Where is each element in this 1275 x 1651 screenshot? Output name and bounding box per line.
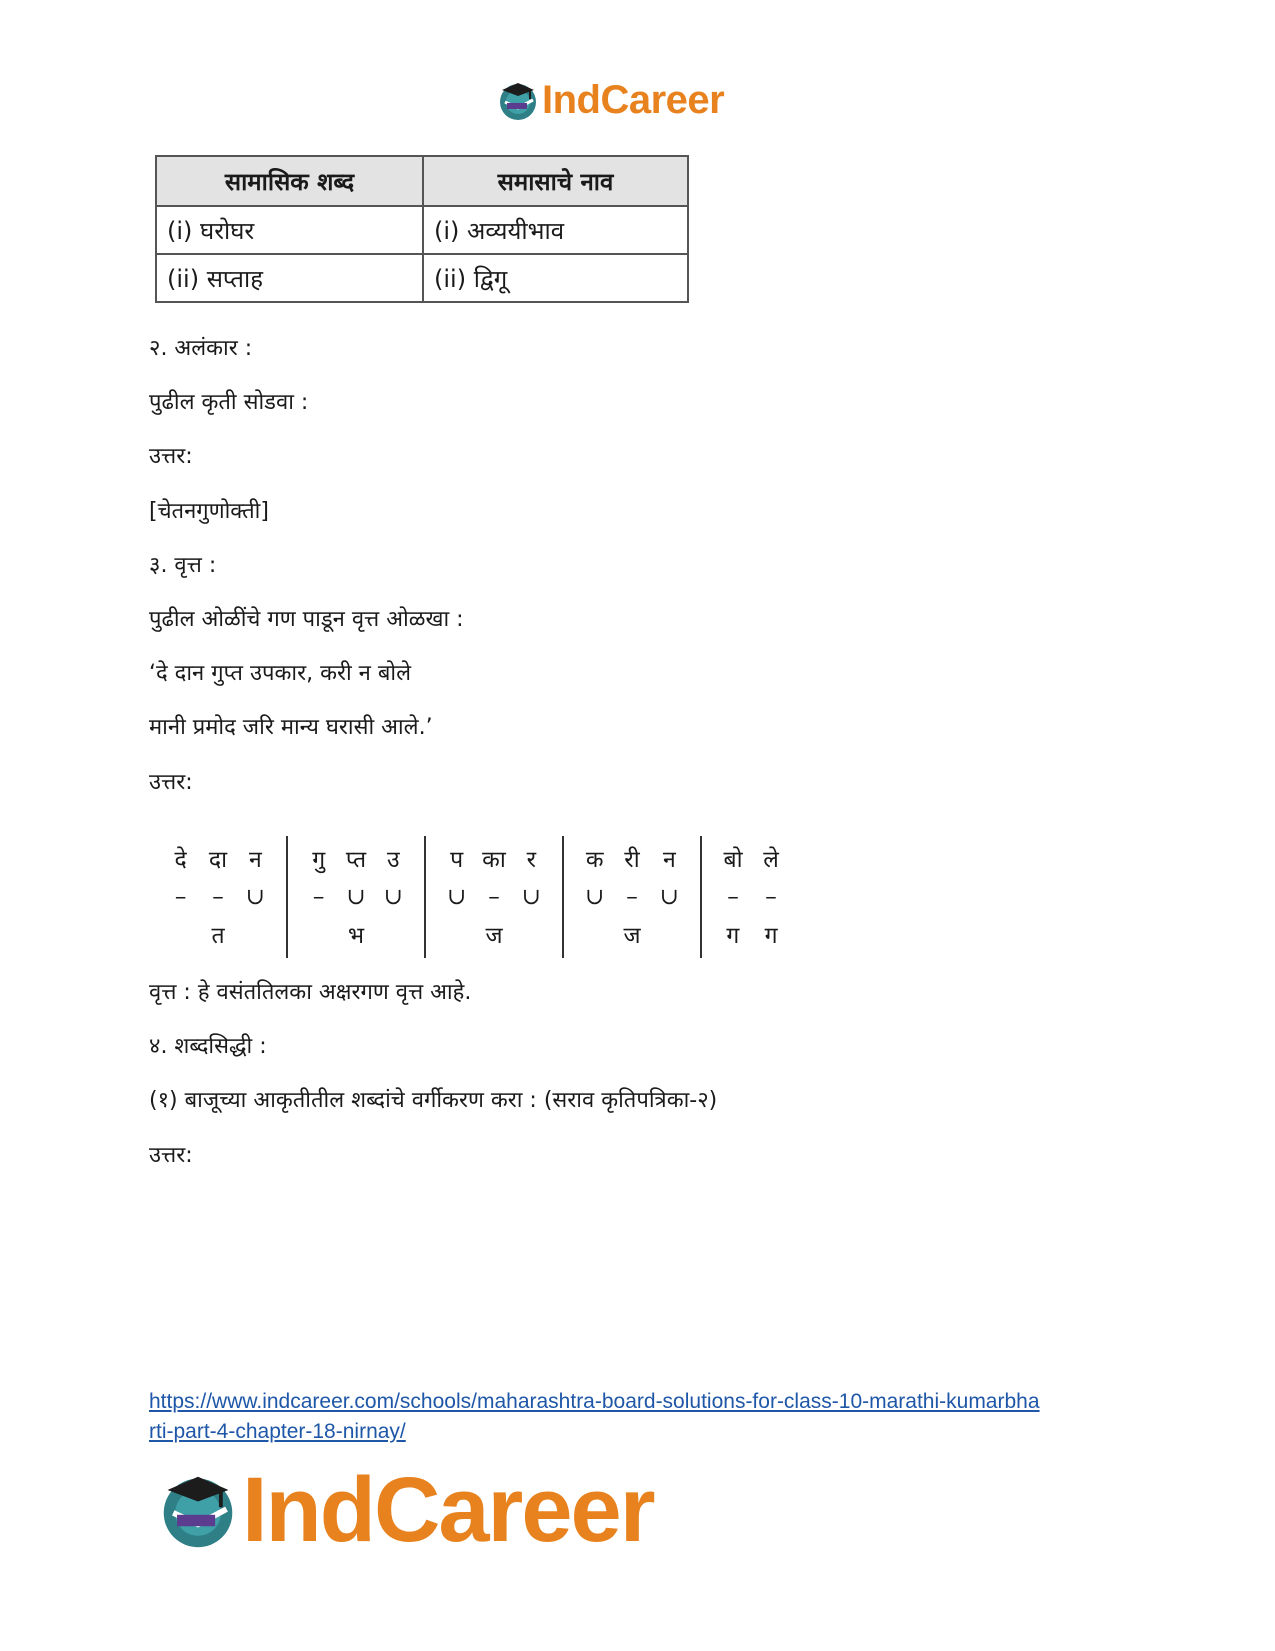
meter-scansion-table [150,836,802,958]
syllable-row-cell: गु [312,847,326,873]
syllable-row-cell: प्त [345,847,367,873]
source-link-line-1[interactable]: https://www.indcareer.com/schools/maharashtra-board-solutions-for-class-10-marathi-kumarbha [149,1390,1040,1413]
meter-mark-row-cell: – [765,884,777,910]
section-heading-alankar: २. अलंकार : [149,336,253,361]
meter-group [426,836,564,958]
meter-mark-row-cell: – [727,884,739,910]
syllable-row-cell: प [450,847,464,873]
meter-group [702,836,802,958]
question-text: पुढील ओळींचे गण पाडून वृत्त ओळखा : [149,607,464,632]
table-cell: (i) अव्ययीभाव [423,206,688,254]
syllable-row [300,840,412,876]
graduation-globe-icon [497,80,539,122]
table-row [156,254,688,302]
meter-mark-row-cell: – [626,884,638,910]
answer-text: [चेतनगुणोक्ती] [149,499,269,524]
question-text: (१) बाजूच्या आकृतीतील शब्दांचे वर्गीकरण करा : (सराव कृतिपत्रिका-२) [149,1088,718,1113]
meter-mark-row-cell: – [488,884,500,910]
syllable-row-cell: क [585,847,604,873]
logo-text: IndCareer [542,78,725,122]
answer-label: उत्तर: [149,770,193,795]
meter-mark-row [714,879,790,915]
table-cell: (i) घरोघर [156,206,423,254]
graduation-globe-icon [158,1471,238,1551]
meter-mark-row [162,879,274,915]
meter-mark-row-cell: ∪ [245,884,265,910]
source-link[interactable] [149,1387,1109,1447]
meter-mark-row-cell: ∪ [383,884,403,910]
footer-logo [158,1458,654,1563]
column-header: समासाचे नाव [423,156,688,206]
meter-mark-row-cell: ∪ [659,884,679,910]
syllable-row-cell: ले [763,847,779,873]
meter-mark-row-cell: – [312,884,325,910]
meter-mark-row-cell: ∪ [521,884,541,910]
poem-line: मानी प्रमोद जरि मान्य घरासी आले.’ [149,715,433,740]
syllable-row-cell: दा [208,847,228,873]
meter-mark-row-cell: – [212,884,224,910]
table-row [156,206,688,254]
meter-mark-row [438,879,550,915]
meter-mark-row-cell: ∪ [447,884,467,910]
syllable-row-cell: न [662,847,676,873]
answer-label: उत्तर: [149,444,193,469]
meter-mark-row [576,879,688,915]
section-heading-shabdasiddhi: ४. शब्दसिद्धी : [149,1034,267,1059]
poem-line: ‘दे दान गुप्त उपकार, करी न बोले [149,661,412,686]
syllable-row-cell: उ [387,847,400,873]
meter-group [150,836,288,958]
syllable-row-cell: बो [723,847,743,873]
column-header: सामासिक शब्द [156,156,423,206]
meter-group [564,836,702,958]
syllable-row [576,840,688,876]
table-cell: (ii) सप्ताह [156,254,423,302]
syllable-row-cell: का [482,847,506,873]
syllable-row-cell: री [624,847,640,873]
answer-label: उत्तर: [149,1143,193,1168]
gana-label: ज [485,923,503,949]
answer-text: वृत्त : हे वसंततिलका अक्षरगण वृत्त आहे. [149,980,472,1005]
syllable-row-cell: न [248,847,262,873]
header-logo [497,78,724,123]
table-header-row [156,156,688,206]
syllable-row [162,840,274,876]
gana-label: भ [347,923,365,949]
logo-text: IndCareer [242,1459,654,1561]
meter-mark-row-cell: ∪ [346,884,366,910]
meter-mark-row-cell: ∪ [585,884,605,910]
source-link-line-2[interactable]: rti-part-4-chapter-18-nirnay/ [149,1420,406,1443]
meter-mark-row [300,879,412,915]
table-cell: (ii) द्विगू [423,254,688,302]
syllable-row [714,840,790,876]
gana-label: त [211,923,225,949]
gana-label: ग ग [726,923,778,949]
syllable-row-cell: दे [174,847,187,873]
meter-group [288,836,426,958]
syllable-row [438,840,550,876]
syllable-row-cell: र [526,847,537,873]
question-text: पुढील कृती सोडवा : [149,390,309,415]
gana-label: ज [623,923,641,949]
samas-table [155,155,689,303]
section-heading-vrutta: ३. वृत्त : [149,553,217,578]
meter-mark-row-cell: – [174,884,187,910]
